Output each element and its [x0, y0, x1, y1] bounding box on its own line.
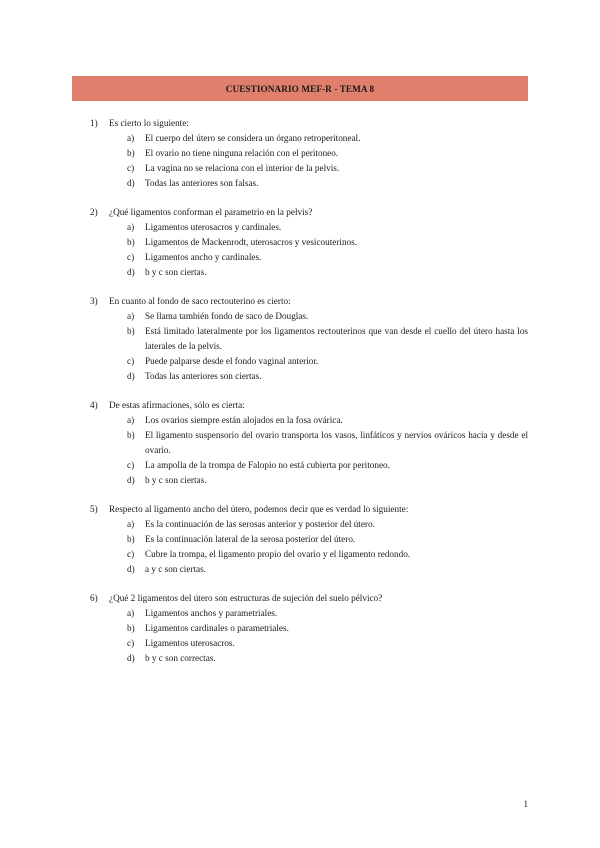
answer-option — [127, 636, 528, 651]
option-text: Ligamentos ancho y cardinales. — [145, 252, 262, 262]
document-title: CUESTIONARIO MEF-R - TEMA 8 — [225, 83, 375, 94]
question-number: 6) — [90, 593, 98, 603]
answer-options — [127, 413, 528, 488]
answer-option — [127, 235, 528, 250]
answer-option — [127, 517, 528, 532]
option-letter: a) — [127, 311, 135, 321]
answer-option — [127, 473, 528, 488]
answer-option — [127, 161, 528, 176]
option-text: b y c son ciertas. — [145, 475, 207, 485]
option-text: Cubre la trompa, el ligamento propio del ovario y el ligamento redondo. — [145, 549, 411, 559]
option-letter: d) — [127, 564, 135, 574]
answer-option — [127, 220, 528, 235]
answer-option — [127, 547, 528, 562]
option-letter: b) — [127, 326, 135, 336]
option-letter: c) — [127, 252, 135, 262]
option-letter: c) — [127, 549, 135, 559]
option-text: a y c son ciertas. — [145, 564, 206, 574]
option-text: b y c son ciertas. — [145, 267, 207, 277]
option-text: Está limitado lateralmente por los ligamentos rectouterinos que van desde el cuello del útero hasta los laterales de la pelvis. — [145, 326, 528, 351]
option-text: Todas las anteriores son falsas. — [145, 178, 259, 188]
question-item — [90, 502, 528, 577]
answer-option — [127, 369, 528, 384]
option-text: La ampolla de la trompa de Falopio no está cubierta por peritoneo. — [145, 460, 390, 470]
question-item — [90, 116, 528, 191]
option-text: El cuerpo del útero se considera un órgano retroperitoneal. — [145, 133, 361, 143]
option-letter: d) — [127, 267, 135, 277]
option-text: Es la continuación de las serosas anterior y posterior del útero. — [145, 519, 375, 529]
answer-option — [127, 621, 528, 636]
question-number: 5) — [90, 504, 98, 514]
answer-options — [127, 131, 528, 191]
option-letter: c) — [127, 460, 135, 470]
option-text: Ligamentos de Mackenrodt, uterosacros y vesicouterinos. — [145, 237, 358, 247]
option-text: Ligamentos uterosacros. — [145, 638, 235, 648]
question-stem — [90, 502, 528, 517]
option-text: b y c son correctas. — [145, 653, 216, 663]
option-text: Todas las anteriores son ciertas. — [145, 371, 262, 381]
option-letter: a) — [127, 519, 135, 529]
option-text: Los ovarios siempre están alojados en la fosa ovárica. — [145, 415, 343, 425]
option-letter: d) — [127, 653, 135, 663]
option-letter: d) — [127, 371, 135, 381]
option-text: La vagina no se relaciona con el interior de la pelvis. — [145, 163, 340, 173]
option-letter: a) — [127, 608, 135, 618]
question-text: ¿Qué ligamentos conforman el parametrio en la pelvis? — [109, 207, 313, 217]
header-bar — [72, 76, 528, 101]
answer-option — [127, 532, 528, 547]
question-text: ¿Qué 2 ligamentos del útero son estructuras de sujeción del suelo pélvico? — [109, 593, 383, 603]
question-stem — [90, 591, 528, 606]
answer-options — [127, 517, 528, 577]
answer-option — [127, 651, 528, 666]
answer-option — [127, 176, 528, 191]
question-number: 3) — [90, 296, 98, 306]
answer-option — [127, 146, 528, 161]
option-letter: c) — [127, 356, 135, 366]
answer-option — [127, 324, 528, 354]
option-text: El ligamento suspensorio del ovario transporta los vasos, linfáticos y nervios ováricos hacia y desde el ovario. — [145, 430, 528, 455]
option-text: Es la continuación lateral de la serosa posterior del útero. — [145, 534, 356, 544]
answer-option — [127, 265, 528, 280]
page-number: 1 — [523, 799, 528, 809]
option-letter: c) — [127, 163, 135, 173]
question-text: Es cierto lo siguiente: — [109, 118, 189, 128]
option-letter: b) — [127, 534, 135, 544]
option-text: Ligamentos uterosacros y cardinales. — [145, 222, 282, 232]
option-text: Ligamentos cardinales o parametriales. — [145, 623, 289, 633]
option-letter: a) — [127, 133, 135, 143]
answer-option — [127, 250, 528, 265]
question-list — [90, 116, 528, 680]
option-letter: a) — [127, 222, 135, 232]
answer-options — [127, 309, 528, 384]
option-letter: b) — [127, 148, 135, 158]
question-text: En cuanto al fondo de saco rectouterino es cierto: — [109, 296, 291, 306]
answer-option — [127, 131, 528, 146]
question-number: 4) — [90, 400, 98, 410]
question-stem — [90, 294, 528, 309]
question-stem — [90, 398, 528, 413]
answer-options — [127, 220, 528, 280]
question-text: De estas afirmaciones, sólo es cierta: — [109, 400, 245, 410]
answer-option — [127, 562, 528, 577]
answer-option — [127, 309, 528, 324]
answer-option — [127, 354, 528, 369]
answer-option — [127, 458, 528, 473]
option-text: El ovario no tiene ninguna relación con el peritoneo. — [145, 148, 339, 158]
answer-options — [127, 606, 528, 666]
option-letter: d) — [127, 475, 135, 485]
question-item — [90, 398, 528, 488]
question-stem — [90, 116, 528, 131]
option-letter: b) — [127, 430, 135, 440]
option-text: Se llama también fondo de saco de Douglas. — [145, 311, 309, 321]
question-item — [90, 294, 528, 384]
option-text: Ligamentos anchos y parametriales. — [145, 608, 278, 618]
option-letter: a) — [127, 415, 135, 425]
option-letter: b) — [127, 623, 135, 633]
answer-option — [127, 413, 528, 428]
question-text: Respecto al ligamento ancho del útero, podemos decir que es verdad lo siguiente: — [109, 504, 409, 514]
question-number: 1) — [90, 118, 98, 128]
question-item — [90, 205, 528, 280]
option-letter: d) — [127, 178, 135, 188]
question-number: 2) — [90, 207, 98, 217]
option-letter: c) — [127, 638, 135, 648]
question-stem — [90, 205, 528, 220]
question-item — [90, 591, 528, 666]
option-letter: b) — [127, 237, 135, 247]
answer-option — [127, 428, 528, 458]
answer-option — [127, 606, 528, 621]
option-text: Puede palparse desde el fondo vaginal anterior. — [145, 356, 319, 366]
